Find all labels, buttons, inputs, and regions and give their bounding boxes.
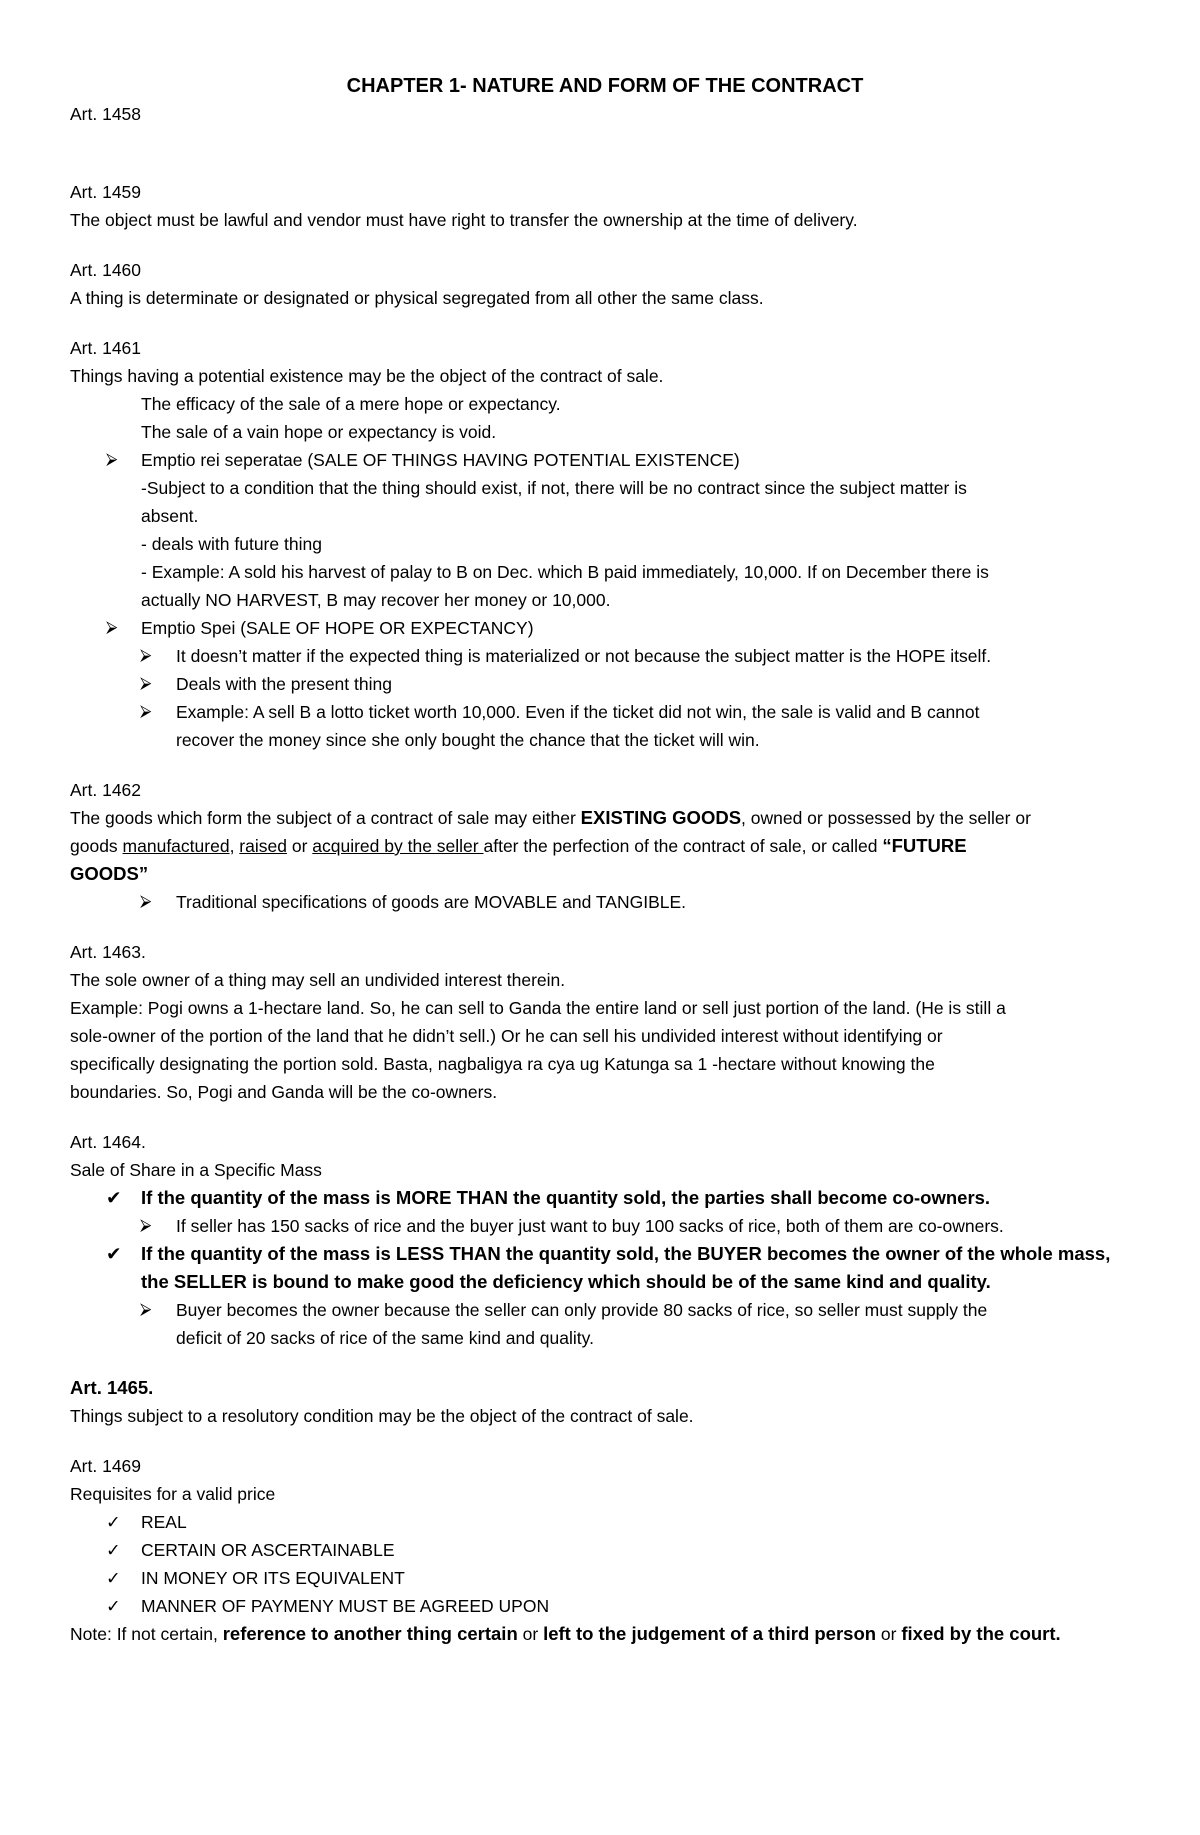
art-1459-heading: Art. 1459 xyxy=(70,182,142,202)
check-bullet-icon: ✓ xyxy=(106,1568,121,1588)
list-item-text: -Subject to a condition that the thing should exist, if not, there will be no contract since the subject matter is xyxy=(141,478,967,498)
list-item: ✔ If the quantity of the mass is MORE THAN the quantity sold, the parties shall become co-owners. xyxy=(70,1184,1140,1212)
art-1459-text: The object must be lawful and vendor must have right to transfer the ownership at the time of delivery. xyxy=(70,210,858,230)
check-bullet-icon: ✔ xyxy=(106,1187,122,1208)
check-bullet-icon: ✓ xyxy=(106,1540,121,1560)
list-item: ⮚ Deals with the present thing xyxy=(70,670,1140,698)
list-item: ✓ REAL xyxy=(70,1508,1140,1536)
list-item-text: the SELLER is bound to make good the deficiency which should be of the same kind and quality. xyxy=(141,1271,991,1292)
list-item-text: absent. xyxy=(141,506,199,526)
list-item: ✓ CERTAIN OR ASCERTAINABLE xyxy=(70,1536,1140,1564)
list-item-text: actually NO HARVEST, B may recover her money or 10,000. xyxy=(141,590,611,610)
document-page xyxy=(70,72,1140,1648)
art-1464-heading: Art. 1464. xyxy=(70,1132,146,1152)
arrow-bullet-icon: ⮚ xyxy=(140,1217,152,1234)
list-item: ⮚ Example: A sell B a lotto ticket worth 10,000. Even if the ticket did not win, the sale is valid and B cannot xyxy=(70,698,1140,726)
list-item-text: recover the money since she only bought the chance that the ticket will win. xyxy=(176,730,760,750)
art-1469-note: Note: If not certain, reference to another thing certain or left to the judgement of a third person or fixed by the court. xyxy=(70,1623,1061,1644)
list-item: ✔ If the quantity of the mass is LESS THAN the quantity sold, the BUYER becomes the owner of the whole mass, xyxy=(70,1240,1140,1268)
art-1462-heading: Art. 1462 xyxy=(70,780,142,800)
check-bullet-icon: ✓ xyxy=(106,1512,121,1532)
list-item-text: deficit of 20 sacks of rice of the same kind and quality. xyxy=(176,1328,594,1348)
page-title: CHAPTER 1- NATURE AND FORM OF THE CONTRACT xyxy=(346,75,864,97)
art-1461-heading: Art. 1461 xyxy=(70,338,142,358)
art-1461-line: The sale of a vain hope or expectancy is void. xyxy=(141,422,497,442)
art-1462-text: GOODS” xyxy=(70,863,149,884)
art-1463-heading: Art. 1463. xyxy=(70,942,146,962)
art-1464-subheading: Sale of Share in a Specific Mass xyxy=(70,1160,322,1180)
arrow-bullet-icon: ⮚ xyxy=(140,893,152,910)
art-1462-text: The goods which form the subject of a contract of sale may either EXISTING GOODS, owned or possessed by the seller or xyxy=(70,807,1031,828)
art-1465-text: Things subject to a resolutory condition may be the object of the contract of sale. xyxy=(70,1406,694,1426)
arrow-bullet-icon: ⮚ xyxy=(106,451,118,468)
check-bullet-icon: ✓ xyxy=(106,1596,121,1616)
list-item: ⮚ Emptio rei seperatae (SALE OF THINGS HAVING POTENTIAL EXISTENCE) xyxy=(70,446,1140,474)
arrow-bullet-icon: ⮚ xyxy=(140,703,152,720)
art-1465-heading: Art. 1465. xyxy=(70,1377,154,1398)
art-1463-text: Example: Pogi owns a 1-hectare land. So, he can sell to Ganda the entire land or sell just portion of the land. (He is still a xyxy=(70,998,1006,1018)
arrow-bullet-icon: ⮚ xyxy=(140,647,152,664)
art-1469-subheading: Requisites for a valid price xyxy=(70,1484,276,1504)
arrow-bullet-icon: ⮚ xyxy=(106,619,118,636)
art-1463-text: specifically designating the portion sold. Basta, nagbaligya ra cya ug Katunga sa 1 -hectare without knowing the xyxy=(70,1054,935,1074)
list-item: ⮚ Traditional specifications of goods are MOVABLE and TANGIBLE. xyxy=(70,888,1140,916)
list-item: ⮚ Emptio Spei (SALE OF HOPE OR EXPECTANCY) xyxy=(70,614,1140,642)
art-1463-text: sole-owner of the portion of the land that he didn’t sell.) Or he can sell his undivided interest without identifying or xyxy=(70,1026,943,1046)
art-1458-heading: Art. 1458 xyxy=(70,104,142,124)
arrow-bullet-icon: ⮚ xyxy=(140,675,152,692)
art-1461-line: The efficacy of the sale of a mere hope or expectancy. xyxy=(141,394,561,414)
list-item: ⮚ Buyer becomes the owner because the seller can only provide 80 sacks of rice, so seller must supply the xyxy=(70,1296,1140,1324)
art-1461-text: Things having a potential existence may be the object of the contract of sale. xyxy=(70,366,664,386)
art-1460-text: A thing is determinate or designated or physical segregated from all other the same class. xyxy=(70,288,764,308)
art-1460-heading: Art. 1460 xyxy=(70,260,142,280)
art-1462-text: goods manufactured, raised or acquired by the seller after the perfection of the contract of sale, or called “FUTURE xyxy=(70,835,967,856)
art-1463-text: boundaries. So, Pogi and Ganda will be the co-owners. xyxy=(70,1082,498,1102)
art-1469-heading: Art. 1469 xyxy=(70,1456,142,1476)
list-item: ✓ IN MONEY OR ITS EQUIVALENT xyxy=(70,1564,1140,1592)
list-item: ✓ MANNER OF PAYMENY MUST BE AGREED UPON xyxy=(70,1592,1140,1620)
list-item-text: - deals with future thing xyxy=(141,534,322,554)
art-1463-text: The sole owner of a thing may sell an undivided interest therein. xyxy=(70,970,566,990)
check-bullet-icon: ✔ xyxy=(106,1243,122,1264)
list-item: ⮚ It doesn’t matter if the expected thing is materialized or not because the subject matter is the HOPE itself. xyxy=(70,642,1140,670)
arrow-bullet-icon: ⮚ xyxy=(140,1301,152,1318)
list-item: ⮚ If seller has 150 sacks of rice and the buyer just want to buy 100 sacks of rice, both of them are co-owners. xyxy=(70,1212,1140,1240)
list-item-text: - Example: A sold his harvest of palay to B on Dec. which B paid immediately, 10,000. If on December there is xyxy=(141,562,989,582)
